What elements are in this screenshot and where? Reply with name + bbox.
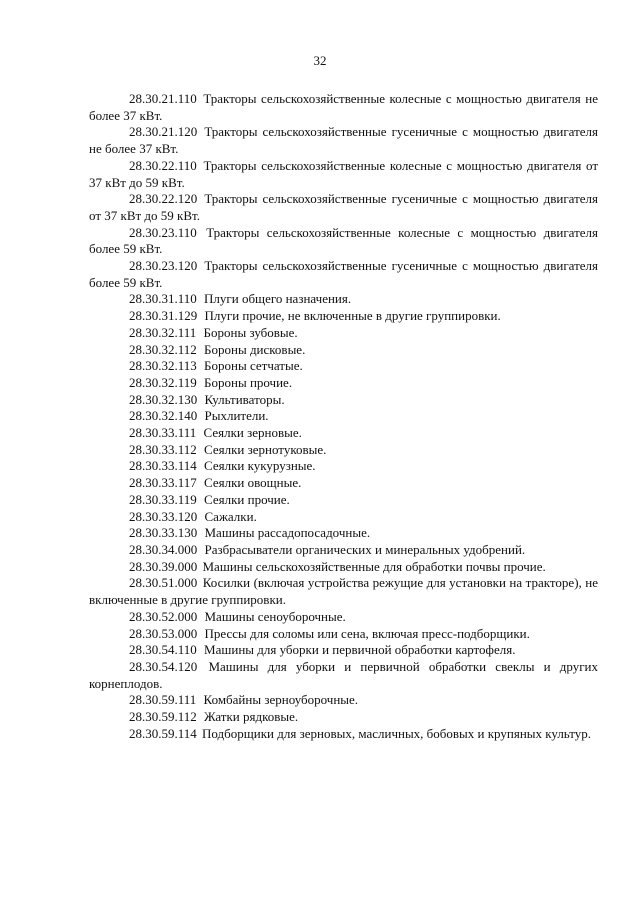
- classification-entry: [89, 158, 598, 191]
- entry-code: 28.30.33.119: [129, 491, 197, 507]
- classification-entry: [89, 542, 598, 559]
- entry-text: Рыхлители.: [204, 408, 269, 424]
- entry-code: 28.30.53.000: [129, 625, 198, 641]
- classification-entry: [89, 425, 598, 442]
- entry-code: 28.30.54.110: [129, 642, 197, 658]
- classification-entry: [89, 709, 598, 726]
- classification-entry: [89, 91, 598, 124]
- entry-code: 28.30.51.000: [129, 575, 198, 591]
- entry-code: 28.30.33.130: [129, 525, 198, 541]
- classification-entry: [89, 642, 598, 659]
- entry-code: 28.30.33.120: [129, 508, 198, 524]
- entry-code: 28.30.32.113: [129, 358, 197, 374]
- classification-entry: [89, 458, 598, 475]
- entry-text: Тракторы сельскохозяйственные гусеничные с мощностью двигателя не более 37 кВт.: [89, 124, 598, 157]
- entry-text: Бороны сетчатые.: [204, 358, 303, 374]
- classification-entry: [89, 325, 598, 342]
- entry-code: 28.30.33.114: [129, 458, 197, 474]
- classification-entry: [89, 124, 598, 157]
- entry-code: 28.30.32.119: [129, 374, 197, 390]
- classification-entry: [89, 375, 598, 392]
- entry-text: Культиваторы.: [204, 391, 285, 407]
- classification-entry: [89, 408, 598, 425]
- classification-entry: [89, 609, 598, 626]
- entry-text: Сажалки.: [204, 508, 257, 524]
- entry-code: 28.30.23.120: [129, 258, 198, 274]
- classification-entry: [89, 291, 598, 308]
- entry-text: Машины рассадопосадочные.: [204, 525, 371, 541]
- entry-text: Машины для уборки и первичной обработки картофеля.: [204, 642, 516, 658]
- page-number: 32: [313, 53, 327, 68]
- entry-text: Тракторы сельскохозяйственные колесные с мощностью двигателя не более 37 кВт.: [89, 91, 598, 123]
- classification-entry: [89, 191, 598, 224]
- entry-code: 28.30.32.111: [129, 324, 197, 340]
- classification-entry: [89, 509, 598, 526]
- entry-text: Сеялки кукурузные.: [204, 458, 316, 474]
- classification-entry: [89, 442, 598, 459]
- entry-text: Тракторы сельскохозяйственные колесные с мощностью двигателя более 59 кВт.: [89, 224, 599, 257]
- entry-text: Машины сельскохозяйственные для обработки почвы прочие.: [202, 558, 546, 574]
- entry-text: Подборщики для зерновых, масличных, бобовых и крупяных культур.: [202, 725, 592, 741]
- classification-entry: [89, 308, 598, 325]
- entry-text: Тракторы сельскохозяйственные гусеничные с мощностью двигателя от 37 кВт до 59 кВт.: [89, 191, 598, 223]
- entry-code: 28.30.39.000: [129, 558, 198, 574]
- entry-code: 28.30.33.112: [129, 441, 197, 457]
- classification-entry: [89, 659, 598, 692]
- classification-entry: [89, 258, 598, 291]
- entry-text: Бороны зубовые.: [203, 324, 298, 340]
- entry-code: 28.30.33.111: [129, 425, 197, 441]
- entry-code: 28.30.54.120: [129, 658, 198, 674]
- entry-text: Сеялки зернотуковые.: [204, 441, 327, 457]
- entry-text: Жатки рядковые.: [204, 709, 299, 725]
- entry-text: Разбрасыватели органических и минеральных удобрений.: [204, 541, 526, 557]
- entry-text: Бороны прочие.: [204, 374, 293, 390]
- entry-text: Косилки (включая устройства режущие для установки на тракторе), не включенные в другие группировки.: [89, 575, 598, 608]
- entry-text: Плуги общего назначения.: [204, 291, 352, 307]
- entry-text: Сеялки прочие.: [204, 491, 290, 507]
- entry-text: Тракторы сельскохозяйственные гусеничные с мощностью двигателя более 59 кВт.: [89, 258, 598, 290]
- entry-code: 28.30.59.111: [129, 692, 197, 708]
- classification-entry: [89, 525, 598, 542]
- classification-entry: [89, 225, 598, 258]
- entry-text: Тракторы сельскохозяйственные колесные с мощностью двигателя от 37 кВт до 59 кВт.: [89, 157, 599, 190]
- entry-text: Плуги прочие, не включенные в другие группировки.: [204, 308, 501, 324]
- entry-code: 28.30.32.130: [129, 391, 198, 407]
- entry-code: 28.30.32.112: [129, 341, 197, 357]
- entry-text: Комбайны зерноуборочные.: [203, 692, 359, 708]
- classification-entry: [89, 575, 598, 608]
- entry-text: Бороны дисковые.: [204, 341, 306, 357]
- classification-entry: [89, 392, 598, 409]
- entry-text: Машины сеноуборочные.: [204, 608, 346, 624]
- entry-list: [89, 91, 598, 742]
- entry-code: 28.30.23.110: [129, 224, 197, 240]
- entry-code: 28.30.32.140: [129, 408, 198, 424]
- entry-code: 28.30.59.114: [129, 725, 197, 741]
- entry-code: 28.30.31.110: [129, 291, 197, 307]
- entry-code: 28.30.22.110: [129, 157, 197, 173]
- classification-entry: [89, 692, 598, 709]
- entry-code: 28.30.33.117: [129, 475, 197, 491]
- entry-text: Сеялки овощные.: [204, 475, 302, 491]
- classification-entry: [89, 475, 598, 492]
- entry-code: 28.30.21.110: [129, 91, 197, 106]
- entry-code: 28.30.31.129: [129, 308, 198, 324]
- entry-code: 28.30.22.120: [129, 191, 198, 207]
- classification-entry: [89, 492, 598, 509]
- entry-text: Прессы для соломы или сена, включая пресс-подборщики.: [204, 625, 530, 641]
- entry-code: 28.30.52.000: [129, 608, 198, 624]
- classification-entry: [89, 342, 598, 359]
- entry-code: 28.30.34.000: [129, 541, 198, 557]
- entry-code: 28.30.21.120: [129, 124, 198, 140]
- entry-code: 28.30.59.112: [129, 709, 197, 725]
- classification-entry: [89, 358, 598, 375]
- entry-text: Сеялки зерновые.: [203, 425, 302, 441]
- classification-entry: [89, 726, 598, 743]
- entry-text: Машины для уборки и первичной обработки свеклы и других корнеплодов.: [89, 658, 598, 691]
- classification-entry: [89, 559, 598, 576]
- classification-entry: [89, 626, 598, 643]
